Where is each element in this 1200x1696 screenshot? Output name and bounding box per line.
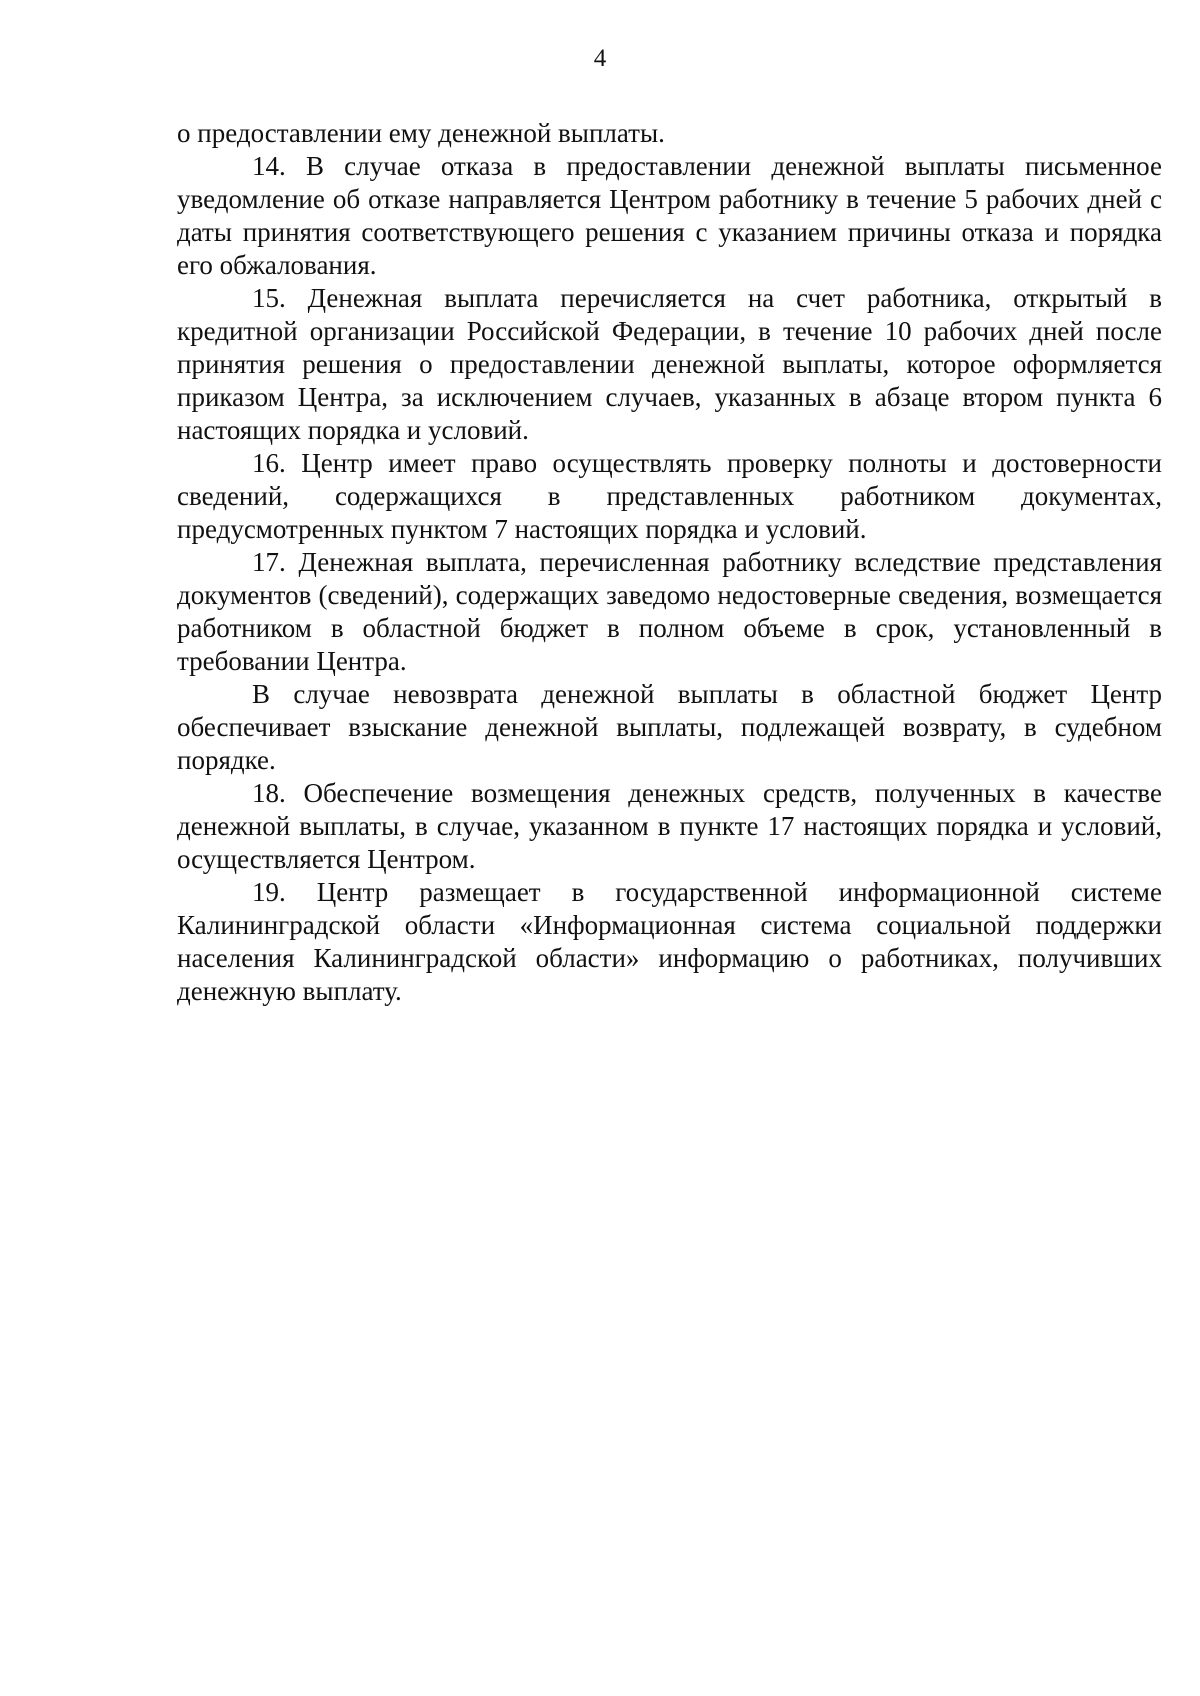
paragraph-item-18: 18. Обеспечение возмещения денежных средств, полученных в качестве денежной выплаты, в случае, указанном в пункте 17 настоящих порядка и условий, осуществляется Центром. [177, 778, 1162, 874]
paragraph-continuation: о предоставлении ему денежной выплаты. [177, 118, 665, 148]
page-number: 4 [593, 45, 607, 72]
paragraph-item-15: 15. Денежная выплата перечисляется на счет работника, открытый в кредитной организации Российской Федерации, в течение 10 рабочих дней после принятия решения о предоставлении денежной выплаты, которое оформляется приказом Центра, за исключением случаев, указанных в абзаце втором пункта 6 настоящих порядка и условий. [177, 283, 1162, 445]
paragraph-item-16: 16. Центр имеет право осуществлять проверку полноты и достоверности сведений, содержащихся в представленных работником документах, предусмотренных пунктом 7 настоящих порядка и условий. [177, 448, 1162, 544]
paragraph-item-17: 17. Денежная выплата, перечисленная работнику вследствие представления документов (сведений), содержащих заведомо недостоверные сведения, возмещается работником в областной бюджет в полном объеме в срок, установленный в требовании Центра. [177, 547, 1162, 676]
paragraph-item-14: 14. В случае отказа в предоставлении денежной выплаты письменное уведомление об отказе направляется Центром работнику в течение 5 рабочих дней с даты принятия соответствующего решения с указанием причины отказа и порядка его обжалования. [177, 151, 1162, 280]
paragraph-item-19: 19. Центр размещает в государственной информационной системе Калининградской области «Информационная система социальной поддержки населения Калининградской области» информацию о работниках, получивших денежную выплату. [177, 877, 1162, 1006]
paragraph-item-17-second: В случае невозврата денежной выплаты в областной бюджет Центр обеспечивает взыскание денежной выплаты, подлежащей возврату, в судебном порядке. [177, 679, 1162, 775]
document-body [177, 117, 1162, 1008]
